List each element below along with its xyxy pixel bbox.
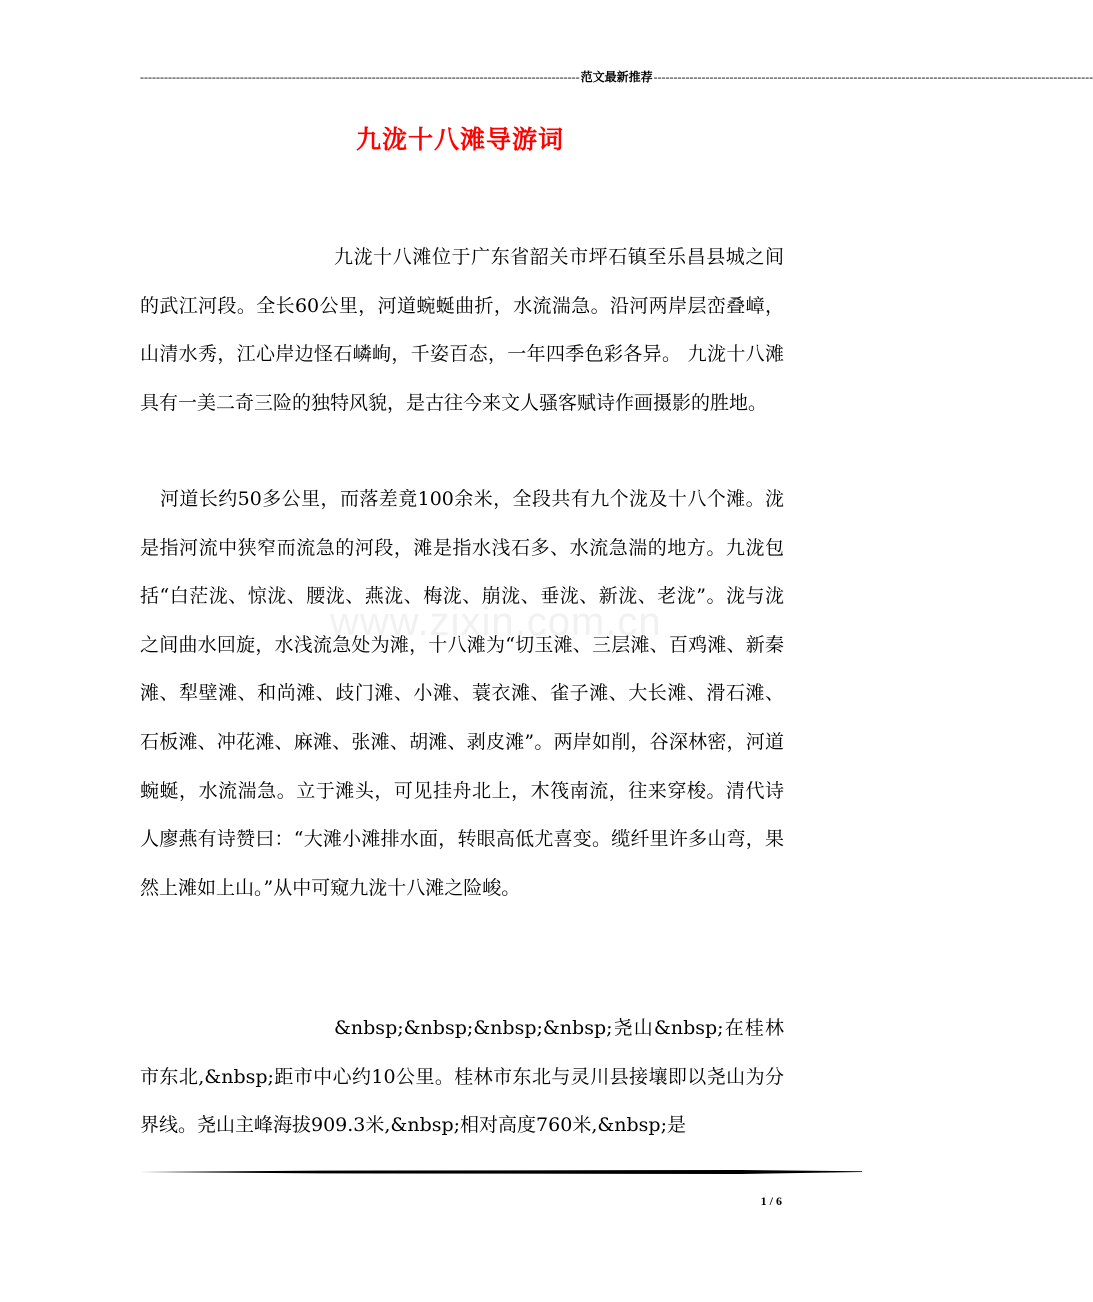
body-paragraph: 九泷十八滩位于广东省韶关市坪石镇至乐昌县城之间的武江河段。全长60公里，河道蜿蜒曲折，水流湍急。沿河两岸层峦叠嶂，山清水秀，江心岸边怪石嶙峋，千姿百态，一年四季色彩各异。 九泷十八滩具有一美二奇三险的独特风貌，是古往今来文人骚客赋诗作画摄影的胜地。 <box>140 246 784 414</box>
footer-rule-line <box>140 1170 862 1174</box>
page-title: 九泷十八滩导游词 <box>355 125 564 154</box>
footer-rule <box>140 1170 862 1174</box>
page-header <box>140 68 1093 86</box>
header-dashes-left: -------------------------------------------------------------------------------------------------------------- <box>140 70 580 84</box>
watermark: www.zixin.com.cn <box>330 600 662 644</box>
header-label: 范文最新推荐 <box>580 70 653 84</box>
page-number: 1 / 6 <box>760 1194 782 1208</box>
body-paragraph: 河道长约50多公里，而落差竟100余米，全段共有九个泷及十八个滩。泷是指河流中狭窄而流急的河段，滩是指水浅石多、水流急湍的地方。九泷包括“白茫泷、惊泷、腰泷、燕泷、梅泷、崩泷、垂泷、新泷、老泷”。泷与泷之间曲水回旋，水浅流急处为滩，十八滩为“切玉滩、三层滩、百鸡滩、新秦滩、犁壁滩、和尚滩、歧门滩、小滩、蓑衣滩、雀子滩、大长滩、滑石滩、石板滩、冲花滩、麻滩、张滩、胡滩、剥皮滩”。两岸如削，谷深林密，河道蜿蜒，水流湍急。立于滩头，可见挂舟北上，木筏南流，往来穿梭。清代诗人廖燕有诗赞曰：“大滩小滩排水面，转眼高低尤喜变。缆纤里许多山弯，果然上滩如上山。”从中可窥九泷十八滩之险峻。 <box>140 488 784 899</box>
body-paragraph: &nbsp;&nbsp;&nbsp;&nbsp;尧山&nbsp;在桂林市东北,&nbsp;距市中心约10公里。桂林市东北与灵川县接壤即以尧山为分界线。尧山主峰海拔909.3米,&nbsp;相对高度760米,&nbsp;是 <box>140 1017 784 1137</box>
header-dashes-right: -------------------------------------------------------------------------------------------------------------- <box>653 70 1093 84</box>
